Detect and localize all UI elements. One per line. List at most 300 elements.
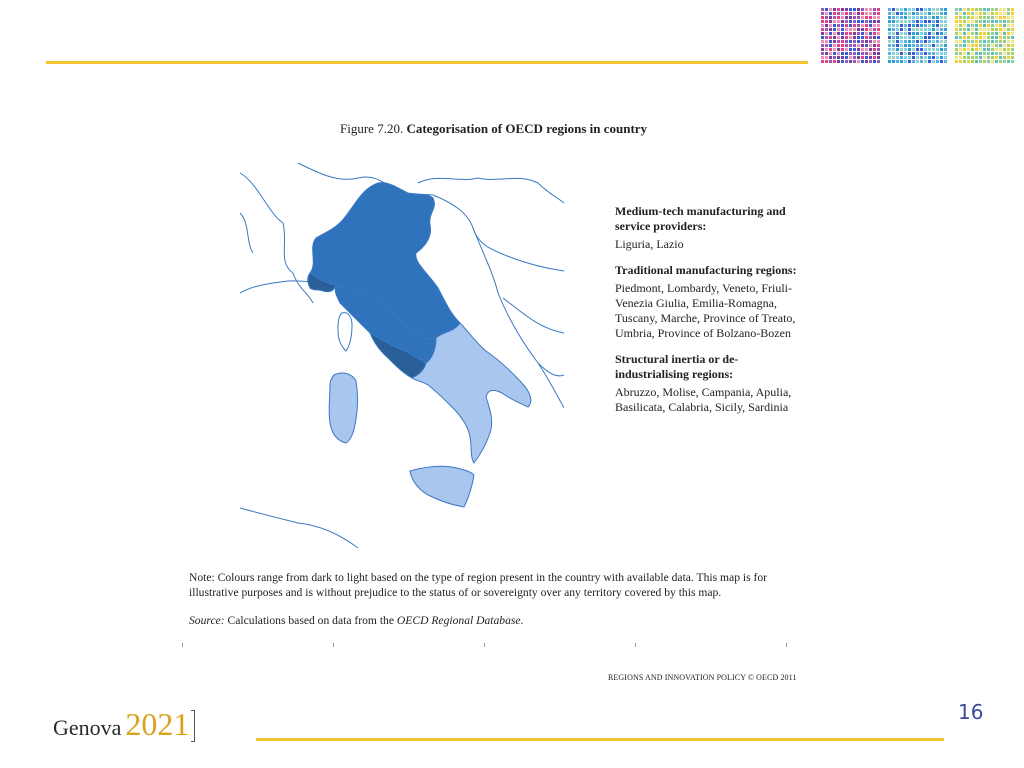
mosaic-dot: [987, 60, 990, 63]
mosaic-dot: [916, 44, 919, 47]
legend-regions: Liguria, Lazio: [615, 237, 684, 251]
mosaic-dot: [955, 20, 958, 23]
mosaic-dot: [967, 48, 970, 51]
mosaic-dot: [967, 16, 970, 19]
mosaic-dot: [865, 32, 868, 35]
mosaic-dot: [861, 8, 864, 11]
mosaic-dot: [873, 44, 876, 47]
mosaic-dot: [912, 36, 915, 39]
mosaic-dot: [920, 16, 923, 19]
mosaic-dot: [865, 44, 868, 47]
mosaic-dot: [821, 36, 824, 39]
mosaic-dot: [928, 12, 931, 15]
mosaic-dot: [979, 28, 982, 31]
mosaic-dot: [821, 20, 824, 23]
footer-rule: [256, 738, 944, 741]
mosaic-dot: [932, 12, 935, 15]
mosaic-dot: [877, 12, 880, 15]
mosaic-dot: [928, 56, 931, 59]
mosaic-dot: [865, 8, 868, 11]
mosaic-dot: [865, 20, 868, 23]
mosaic-dot: [940, 52, 943, 55]
mosaic-dot: [1003, 8, 1006, 11]
mosaic-dot: [841, 32, 844, 35]
mosaic-dot: [944, 24, 947, 27]
mosaic-dot: [861, 40, 864, 43]
mosaic-dot: [912, 56, 915, 59]
mosaic-dot: [841, 60, 844, 63]
mosaic-dot: [845, 52, 848, 55]
divider-tick: [182, 643, 183, 647]
mosaic-dot: [904, 28, 907, 31]
mosaic-dot: [904, 44, 907, 47]
mosaic-dot: [987, 16, 990, 19]
mosaic-dot: [928, 44, 931, 47]
mosaic-dot: [991, 60, 994, 63]
mosaic-dot: [888, 52, 891, 55]
mosaic-dot: [955, 52, 958, 55]
mosaic-dot: [920, 36, 923, 39]
mosaic-dot: [940, 28, 943, 31]
mosaic-dot: [936, 12, 939, 15]
mosaic-dot: [845, 20, 848, 23]
mosaic-dot: [825, 48, 828, 51]
mosaic-dot: [1007, 12, 1010, 15]
mosaic-dot: [869, 56, 872, 59]
mosaic-dot: [936, 20, 939, 23]
mosaic-dot: [955, 44, 958, 47]
mosaic-dot: [865, 24, 868, 27]
mosaic-dot: [821, 48, 824, 51]
mosaic-dot: [825, 60, 828, 63]
mosaic-dot: [975, 20, 978, 23]
mosaic-dot: [837, 24, 840, 27]
mosaic-dot: [888, 12, 891, 15]
mosaic-logo-pink: [821, 8, 881, 64]
mosaic-dot: [849, 20, 852, 23]
mosaic-dot: [825, 24, 828, 27]
mosaic-dot: [896, 32, 899, 35]
mosaic-dot: [944, 12, 947, 15]
mosaic-dot: [916, 28, 919, 31]
mosaic-dot: [920, 28, 923, 31]
mosaic-dot: [928, 28, 931, 31]
mosaic-dot: [1003, 40, 1006, 43]
mosaic-dot: [924, 36, 927, 39]
mosaic-dot: [861, 44, 864, 47]
mosaic-dot: [877, 40, 880, 43]
mosaic-dot: [920, 60, 923, 63]
mosaic-dot: [861, 48, 864, 51]
mosaic-dot: [999, 40, 1002, 43]
legend-title: Traditional manufacturing regions:: [615, 263, 797, 277]
mosaic-dot: [995, 8, 998, 11]
mosaic-dot: [963, 52, 966, 55]
mosaic-dot: [888, 8, 891, 11]
legend-title: Medium-tech manufacturing and service providers:: [615, 204, 786, 233]
mosaic-dot: [861, 52, 864, 55]
mosaic-dot: [924, 28, 927, 31]
mosaic-dot: [940, 32, 943, 35]
mosaic-dot: [845, 12, 848, 15]
mosaic-dot: [983, 24, 986, 27]
mosaic-dot: [963, 28, 966, 31]
mosaic-dot: [999, 8, 1002, 11]
mosaic-dot: [833, 28, 836, 31]
mosaic-dot: [829, 52, 832, 55]
mosaic-dot: [944, 16, 947, 19]
mosaic-dot: [959, 20, 962, 23]
mosaic-dot: [888, 48, 891, 51]
mosaic-dot: [916, 12, 919, 15]
mosaic-dot: [861, 16, 864, 19]
mosaic-dot: [829, 48, 832, 51]
mosaic-dot: [841, 56, 844, 59]
mosaic-dot: [865, 56, 868, 59]
mosaic-dot: [908, 48, 911, 51]
mosaic-dot: [877, 60, 880, 63]
mosaic-dot: [963, 20, 966, 23]
mosaic-dot: [987, 32, 990, 35]
figure-number: Figure 7.20.: [340, 121, 404, 136]
mosaic-dot: [940, 16, 943, 19]
mosaic-dot: [837, 52, 840, 55]
mosaic-dot: [967, 20, 970, 23]
mosaic-dot: [959, 28, 962, 31]
mosaic-dot: [861, 56, 864, 59]
mosaic-dot: [904, 56, 907, 59]
mosaic-dot: [936, 56, 939, 59]
mosaic-dot: [983, 52, 986, 55]
mosaic-dot: [963, 60, 966, 63]
mosaic-dot: [975, 12, 978, 15]
mosaic-dot: [900, 24, 903, 27]
mosaic-dot: [869, 8, 872, 11]
mosaic-dot: [821, 8, 824, 11]
mosaic-dot: [999, 36, 1002, 39]
mosaic-dot: [833, 20, 836, 23]
mosaic-dot: [944, 8, 947, 11]
mosaic-dot: [987, 56, 990, 59]
mosaic-dot: [920, 44, 923, 47]
mosaic-dot: [959, 40, 962, 43]
mosaic-dot: [991, 12, 994, 15]
mosaic-dot: [1011, 12, 1014, 15]
mosaic-dot: [987, 28, 990, 31]
mosaic-dot: [829, 44, 832, 47]
mosaic-dot: [991, 24, 994, 27]
mosaic-dot: [959, 60, 962, 63]
mosaic-dot: [873, 16, 876, 19]
mosaic-dot: [896, 56, 899, 59]
mosaic-dot: [1011, 24, 1014, 27]
mosaic-dot: [983, 44, 986, 47]
mosaic-dot: [971, 48, 974, 51]
mosaic-dot: [908, 20, 911, 23]
mosaic-dot: [829, 56, 832, 59]
legend-title: Structural inertia or de-industrialising regions:: [615, 352, 739, 381]
mosaic-dot: [928, 20, 931, 23]
mosaic-dot: [944, 40, 947, 43]
mosaic-dot: [955, 12, 958, 15]
mosaic-dot: [821, 16, 824, 19]
mosaic-dot: [896, 44, 899, 47]
mosaic-dot: [853, 60, 856, 63]
mosaic-dot: [845, 24, 848, 27]
mosaic-dot: [896, 16, 899, 19]
mosaic-dot: [924, 48, 927, 51]
mosaic-dot: [873, 52, 876, 55]
mosaic-dot: [837, 44, 840, 47]
mosaic-dot: [849, 16, 852, 19]
mosaic-dot: [900, 32, 903, 35]
mosaic-dot: [904, 40, 907, 43]
mosaic-dot: [940, 44, 943, 47]
mosaic-dot: [821, 32, 824, 35]
corsica: [338, 313, 352, 351]
mosaic-dot: [983, 40, 986, 43]
mosaic-dot: [849, 24, 852, 27]
mosaic-dot: [900, 48, 903, 51]
mosaic-dot: [825, 32, 828, 35]
mosaic-dot: [975, 44, 978, 47]
mosaic-dot: [853, 32, 856, 35]
mosaic-dot: [1007, 20, 1010, 23]
mosaic-dot: [908, 44, 911, 47]
mosaic-dot: [833, 56, 836, 59]
mosaic-dot: [983, 20, 986, 23]
mosaic-dot: [861, 28, 864, 31]
mosaic-dot: [924, 60, 927, 63]
mosaic-dot: [825, 28, 828, 31]
mosaic-dot: [908, 36, 911, 39]
mosaic-dot: [1003, 48, 1006, 51]
mosaic-dot: [963, 44, 966, 47]
mosaic-pink-graphic: [821, 8, 881, 64]
mosaic-dot: [987, 48, 990, 51]
mosaic-dot: [967, 44, 970, 47]
mosaic-dot: [849, 28, 852, 31]
mosaic-dot: [833, 60, 836, 63]
mosaic-dot: [837, 56, 840, 59]
mosaic-dot: [955, 8, 958, 11]
mosaic-dot: [983, 48, 986, 51]
mosaic-dot: [837, 40, 840, 43]
mosaic-dot: [888, 56, 891, 59]
mosaic-dot: [912, 20, 915, 23]
source-text: Calculations based on data from the: [227, 614, 394, 627]
mosaic-dot: [924, 52, 927, 55]
mosaic-dot: [904, 48, 907, 51]
mosaic-dot: [888, 28, 891, 31]
mosaic-dot: [967, 52, 970, 55]
mosaic-dot: [1003, 36, 1006, 39]
coast-france-south: [240, 281, 318, 293]
legend-regions: Piedmont, Lombardy, Veneto, Friuli-Venezia Giulia, Emilia-Romagna, Tuscany, Marche, Province of Treato, Umbria, Province of Bolzano-Bozen: [615, 281, 796, 340]
mosaic-dot: [877, 32, 880, 35]
mosaic-dot: [999, 28, 1002, 31]
mosaic-dot: [959, 32, 962, 35]
mosaic-dot: [888, 16, 891, 19]
mosaic-dot: [999, 44, 1002, 47]
mosaic-dot: [865, 16, 868, 19]
border-france: [240, 173, 313, 303]
figure-source: [189, 614, 523, 627]
mosaic-dot: [999, 48, 1002, 51]
mosaic-dot: [995, 28, 998, 31]
mosaic-dot: [959, 24, 962, 27]
mosaic-dot: [924, 16, 927, 19]
figure-note: Note: Colours range from dark to light based on the type of region present in the country with available data. This map is for illustrative purposes and is without prejudice to the status of or sovereignty over any territory covered by this map.: [189, 571, 768, 599]
mosaic-dot: [825, 12, 828, 15]
mosaic-dot: [959, 12, 962, 15]
mosaic-dot: [877, 56, 880, 59]
mosaic-dot: [999, 24, 1002, 27]
mosaic-dot: [892, 48, 895, 51]
page-number: 16: [958, 700, 984, 724]
mosaic-dot: [940, 12, 943, 15]
mosaic-dot: [924, 20, 927, 23]
mosaic-dot: [857, 20, 860, 23]
mosaic-dot: [920, 48, 923, 51]
mosaic-dot: [916, 32, 919, 35]
mosaic-dot: [971, 56, 974, 59]
mosaic-dot: [1011, 36, 1014, 39]
mosaic-dot: [975, 28, 978, 31]
mosaic-dot: [999, 20, 1002, 23]
mosaic-dot: [955, 40, 958, 43]
mosaic-dot: [967, 12, 970, 15]
mosaic-dot: [1003, 52, 1006, 55]
mosaic-dot: [849, 32, 852, 35]
mosaic-dot: [1007, 8, 1010, 11]
mosaic-dot: [944, 32, 947, 35]
mosaic-dot: [845, 28, 848, 31]
mosaic-dot: [963, 56, 966, 59]
mosaic-dot: [944, 60, 947, 63]
mosaic-dot: [999, 12, 1002, 15]
mosaic-dot: [896, 28, 899, 31]
mosaic-dot: [971, 40, 974, 43]
mosaic-dot: [932, 44, 935, 47]
mosaic-dot: [896, 60, 899, 63]
mosaic-dot: [959, 48, 962, 51]
mosaic-dot: [869, 52, 872, 55]
mosaic-dot: [873, 40, 876, 43]
mosaic-dot: [916, 24, 919, 27]
legend-medium-tech: [615, 204, 805, 252]
mosaic-dot: [1007, 44, 1010, 47]
mosaic-dot: [908, 40, 911, 43]
mosaic-dot: [853, 12, 856, 15]
mosaic-dot: [896, 8, 899, 11]
mosaic-dot: [845, 60, 848, 63]
mosaic-dot: [877, 16, 880, 19]
mosaic-dot: [967, 36, 970, 39]
mosaic-dot: [857, 48, 860, 51]
mosaic-dot: [869, 32, 872, 35]
mosaic-dot: [979, 36, 982, 39]
mosaic-dot: [932, 56, 935, 59]
mosaic-dot: [853, 20, 856, 23]
mosaic-dot: [920, 20, 923, 23]
mosaic-dot: [869, 36, 872, 39]
mosaic-dot: [959, 36, 962, 39]
mosaic-dot: [873, 48, 876, 51]
mosaic-dot: [987, 44, 990, 47]
mosaic-dot: [944, 56, 947, 59]
mosaic-dot: [932, 8, 935, 11]
mosaic-dot: [837, 28, 840, 31]
mosaic-dot: [900, 12, 903, 15]
mosaic-dot: [999, 52, 1002, 55]
mosaic-dot: [983, 60, 986, 63]
mosaic-dot: [888, 32, 891, 35]
mosaic-dot: [940, 8, 943, 11]
mosaic-dot: [916, 40, 919, 43]
mosaic-dot: [853, 48, 856, 51]
mosaic-dot: [971, 8, 974, 11]
mosaic-dot: [904, 24, 907, 27]
mosaic-dot: [971, 28, 974, 31]
mosaic-dot: [944, 48, 947, 51]
mosaic-dot: [916, 52, 919, 55]
mosaic-dot: [873, 20, 876, 23]
mosaic-dot: [944, 44, 947, 47]
mosaic-dot: [991, 36, 994, 39]
mosaic-dot: [837, 36, 840, 39]
mosaic-dot: [932, 40, 935, 43]
mosaic-dot: [920, 12, 923, 15]
mosaic-dot: [940, 20, 943, 23]
mosaic-dot: [825, 8, 828, 11]
mosaic-dot: [888, 36, 891, 39]
mosaic-dot: [1003, 20, 1006, 23]
mosaic-dot: [900, 56, 903, 59]
mosaic-dot: [967, 32, 970, 35]
mosaic-dot: [900, 28, 903, 31]
mosaic-dot: [857, 28, 860, 31]
mosaic-dot: [857, 44, 860, 47]
mosaic-dot: [916, 36, 919, 39]
mosaic-dot: [853, 24, 856, 27]
mosaic-logo-yellow: [955, 8, 1015, 64]
mosaic-dot: [924, 56, 927, 59]
mosaic-dot: [963, 40, 966, 43]
mosaic-dot: [873, 60, 876, 63]
mosaic-dot: [1003, 16, 1006, 19]
mosaic-dot: [916, 48, 919, 51]
mosaic-dot: [1003, 28, 1006, 31]
mosaic-dot: [995, 16, 998, 19]
mosaic-dot: [995, 48, 998, 51]
mosaic-dot: [955, 48, 958, 51]
mosaic-dot: [999, 56, 1002, 59]
mosaic-dot: [892, 56, 895, 59]
mosaic-dot: [979, 24, 982, 27]
mosaic-dot: [928, 48, 931, 51]
mosaic-dot: [841, 16, 844, 19]
mosaic-dot: [900, 20, 903, 23]
mosaic-dot: [932, 52, 935, 55]
mosaic-dot: [995, 32, 998, 35]
structural-region-sardinia: [329, 373, 357, 443]
header-rule: [46, 61, 808, 64]
mosaic-dot: [928, 60, 931, 63]
mosaic-dot: [861, 36, 864, 39]
mosaic-dot: [936, 8, 939, 11]
mosaic-dot: [841, 48, 844, 51]
